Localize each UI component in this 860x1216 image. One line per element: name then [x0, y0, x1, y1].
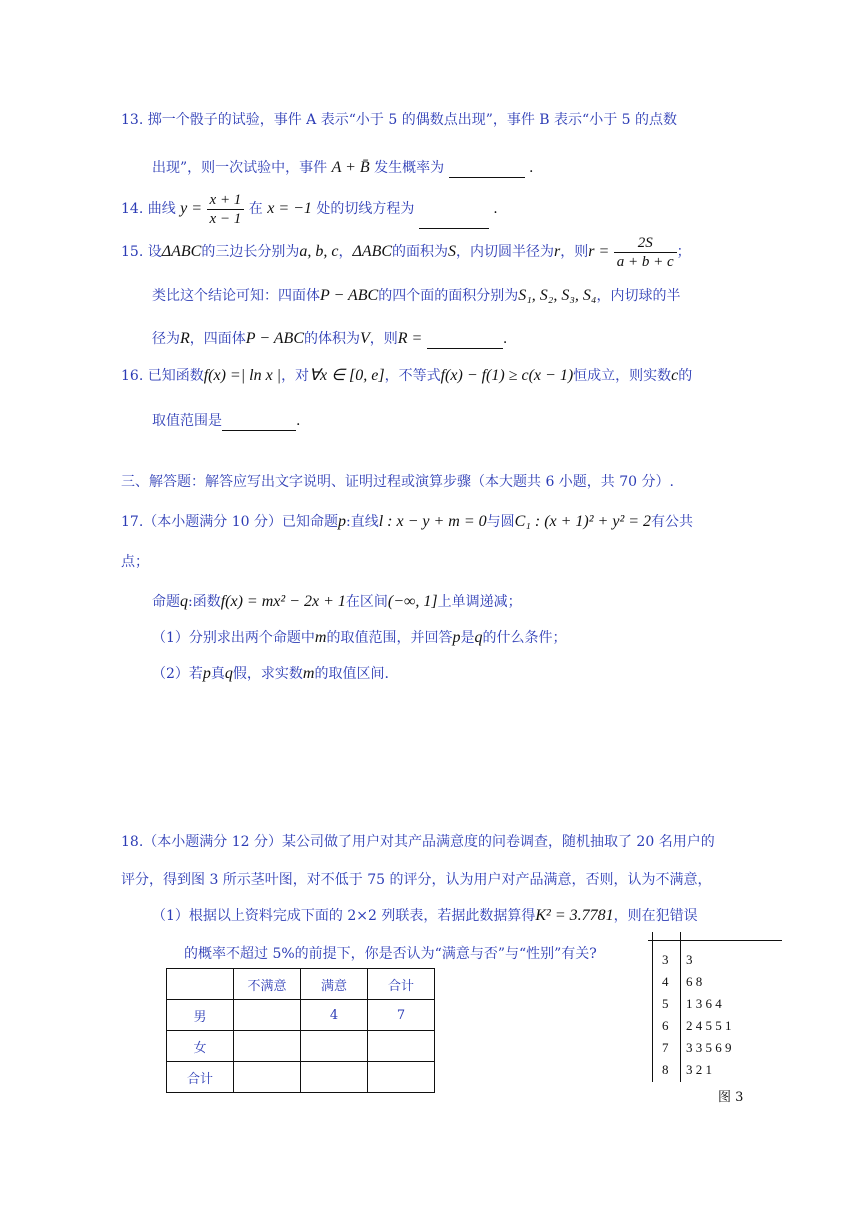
- leaf-values: 3 3 5 6 9: [686, 1040, 732, 1055]
- q15-line2: [152, 286, 680, 306]
- q17-q: q: [180, 593, 188, 610]
- table-cell: 不满意: [234, 969, 301, 1000]
- q15-answer-blank[interactable]: [427, 328, 503, 349]
- stem-value: 5: [662, 996, 669, 1011]
- q15-fraction: [614, 234, 677, 271]
- q14-mid: 在: [248, 201, 263, 217]
- q16-f: f(x) =| ln x |: [203, 367, 282, 384]
- q15-abc: a, b, c: [299, 243, 339, 260]
- q17-a: 17.（本小题满分 10 分）已知命题: [121, 514, 338, 530]
- q15-l2-c: ，内切球的半: [596, 288, 681, 304]
- q14-fraction: [207, 191, 245, 228]
- q16-line2: [152, 410, 300, 431]
- table-cell[interactable]: [368, 1031, 435, 1062]
- q15-p5: ，内切圆半径为: [456, 244, 555, 260]
- table-cell[interactable]: [368, 1062, 435, 1093]
- q15-period: .: [502, 331, 508, 347]
- q13-period: .: [529, 160, 534, 176]
- q15-l2-a: 类比这个结论可知：四面体: [152, 288, 320, 304]
- q15-triangle: ΔABC: [161, 243, 202, 260]
- table-cell[interactable]: [301, 1031, 368, 1062]
- q17-l5-d: 的取值区间.: [314, 666, 389, 682]
- table-cell[interactable]: 7: [368, 1000, 435, 1031]
- q17-line4: [152, 628, 566, 648]
- q14-numerator: x + 1: [207, 191, 245, 210]
- leaf-values: 3: [686, 952, 693, 967]
- q17-l3-a: 命题: [152, 594, 180, 610]
- q15-R-eq: R =: [397, 330, 423, 347]
- stem-leaf-plot: [648, 940, 782, 1090]
- q17-l3-b: :函数: [188, 594, 221, 610]
- q16-d: 恒成立，则实数: [573, 368, 672, 384]
- q15-denominator: a + b + c: [616, 253, 674, 270]
- stem-value: 8: [662, 1062, 669, 1077]
- stem-value: 3: [662, 952, 669, 967]
- q16-l2: 取值范围是: [152, 413, 222, 429]
- q17-l5-b: 真: [210, 666, 225, 682]
- q14-answer-blank[interactable]: [419, 188, 489, 229]
- stem-leaf-row: [662, 996, 722, 1012]
- q15-R: R: [180, 330, 190, 347]
- q15-tetra2: P − ABC: [245, 330, 304, 347]
- stem-leaf-row: [662, 1062, 712, 1078]
- q16-c-var: c: [671, 367, 679, 384]
- q18-k2: K² = 3.7781: [535, 907, 614, 924]
- table-cell: [167, 969, 234, 1000]
- q15-V: V: [360, 330, 370, 347]
- contingency-table: [166, 968, 435, 1093]
- q18-line2: 评分，得到图 3 所示茎叶图，对不低于 75 的评分，认为用户对产品满意，否则，认为不满意，: [121, 872, 712, 888]
- q18-line1: 18.（本小题满分 12 分）某公司做了用户对其产品满意度的问卷调查，随机抽取了 20 名用户的: [121, 834, 715, 850]
- stem-leaf-left-rule: [652, 932, 653, 1082]
- q18-l3-b: ，则在犯错误: [613, 908, 698, 924]
- q14-period: .: [493, 201, 498, 217]
- q13-text-a: 出现”，则一次试验中，事件: [152, 160, 328, 176]
- q15-p6: ，则: [560, 244, 589, 260]
- q18-l3-a: （1）根据以上资料完成下面的 2×2 列联表，若据此数据算得: [152, 908, 536, 924]
- q14-line: [121, 188, 498, 229]
- q17-l5-a: （2）若: [152, 666, 203, 682]
- q15-r-eq: r =: [588, 243, 610, 260]
- q17-interval: (−∞, 1]: [387, 593, 438, 610]
- q15-l2-b: 的四个面的面积分别为: [378, 288, 519, 304]
- q14-x-value: x = −1: [267, 200, 312, 217]
- table-row: [167, 1062, 435, 1093]
- q15-line1: [121, 232, 691, 272]
- q15-areas: S₁, S₂, S₃, S₄: [518, 287, 597, 304]
- q17-line5: [152, 664, 389, 684]
- q15-p2: 的三边长分别为: [201, 244, 300, 260]
- q17-line-eq: l : x − y + m = 0: [378, 513, 487, 530]
- stem-leaf-row: [662, 952, 693, 968]
- q13-line1: 13. 掷一个骰子的试验，事件 A 表示“小于 5 的偶数点出现”，事件 B 表示“小于 5 的点数: [121, 112, 677, 128]
- section3-heading: 三、解答题：解答应写出文字说明、证明过程或演算步骤（本大题共 6 小题，共 70 分）.: [121, 474, 674, 490]
- q15-p3: ，: [338, 244, 353, 260]
- table-cell: 男: [167, 1000, 234, 1031]
- q15-l3-c: 的体积为: [304, 331, 360, 347]
- q15-line3: [152, 328, 507, 349]
- table-cell[interactable]: [234, 1062, 301, 1093]
- q16-answer-blank[interactable]: [222, 410, 296, 431]
- q16-b: ，对: [281, 368, 310, 384]
- q17-p2: p: [452, 629, 461, 646]
- q14-suffix: 处的切线方程为: [316, 201, 415, 217]
- table-cell[interactable]: [234, 1031, 301, 1062]
- q15-l3-d: ，则: [369, 331, 398, 347]
- q17-func: f(x) = mx² − 2x + 1: [220, 593, 346, 610]
- q16-ineq: f(x) − f(1) ≥ c(x − 1): [440, 367, 574, 384]
- q13-text-b: 发生概率为: [374, 160, 445, 176]
- q13-answer-blank[interactable]: [449, 157, 525, 178]
- q17-l4-a: （1）分别求出两个命题中: [152, 630, 315, 646]
- q15-numerator: 2S: [614, 234, 677, 253]
- q17-q2: q: [474, 629, 483, 646]
- q17-l4-d: 的什么条件；: [482, 630, 567, 646]
- q17-l4-c: 是: [460, 630, 475, 646]
- table-cell: 合计: [368, 969, 435, 1000]
- q17-d: 有公共: [651, 514, 694, 530]
- table-cell[interactable]: [301, 1062, 368, 1093]
- q13-event-expr: A + B̄: [331, 159, 370, 176]
- q16-e: 的: [678, 368, 693, 384]
- q16-period: .: [296, 413, 301, 429]
- q17-c: 与圆: [486, 514, 515, 530]
- table-cell: 合计: [167, 1062, 234, 1093]
- q15-p4: 的面积为: [392, 244, 449, 260]
- q17-l3-d: 上单调递减；: [437, 594, 522, 610]
- q14-prefix: 14. 曲线: [121, 201, 176, 217]
- q17-p3: p: [202, 665, 211, 682]
- q14-y: y =: [180, 200, 203, 217]
- figure-caption: 图 3: [718, 1090, 744, 1105]
- q17-l3-c: 在区间: [345, 594, 388, 610]
- q17-b: :直线: [345, 514, 379, 530]
- stem-value: 6: [662, 1018, 669, 1033]
- table-cell[interactable]: 4: [301, 1000, 368, 1031]
- q16-line1: [121, 366, 692, 386]
- table-cell[interactable]: [234, 1000, 301, 1031]
- q15-l3-a: 径为: [152, 331, 180, 347]
- q15-l3-b: ，四面体: [189, 331, 246, 347]
- table-cell: 满意: [301, 969, 368, 1000]
- q17-circle-eq: C₁ : (x + 1)² + y² = 2: [514, 513, 652, 530]
- stem-leaf-divider: [680, 932, 681, 1082]
- leaf-values: 1 3 6 4: [686, 996, 722, 1011]
- leaf-values: 3 2 1: [686, 1062, 712, 1077]
- table-row: [167, 1031, 435, 1062]
- q15-triangle2: ΔABC: [352, 243, 393, 260]
- q13-line2: [152, 157, 534, 178]
- q18-line4: 的概率不超过 5%的前提下，你是否认为“满意与否”与“性别”有关?: [184, 946, 597, 962]
- q17-l5-c: 假，求实数: [232, 666, 303, 682]
- q14-denominator: x − 1: [209, 210, 242, 227]
- q17-q3: q: [224, 665, 233, 682]
- q16-forall: ∀x ∈ [0, e]: [309, 367, 385, 384]
- stem-leaf-row: [662, 1040, 732, 1056]
- table-cell: 女: [167, 1031, 234, 1062]
- q18-line3: [152, 906, 698, 926]
- leaf-values: 6 8: [686, 974, 703, 989]
- table-row: [167, 1000, 435, 1031]
- q15-p1: 15. 设: [121, 244, 162, 260]
- q15-S: S: [448, 243, 457, 260]
- stem-leaf-top-rule: [648, 940, 782, 941]
- q15-r: r: [554, 243, 561, 260]
- stem-leaf-row: [662, 974, 703, 990]
- q17-line2: 点；: [121, 554, 149, 570]
- q17-line1: [121, 512, 693, 532]
- q17-l4-b: 的取值范围，并回答: [326, 630, 453, 646]
- q15-tetra: P − ABC: [320, 287, 379, 304]
- stem-leaf-row: [662, 1018, 732, 1034]
- q16-c: ，不等式: [384, 368, 441, 384]
- q17-p: p: [337, 513, 346, 530]
- stem-value: 4: [662, 974, 669, 989]
- q17-m2: m: [302, 665, 315, 682]
- leaf-values: 2 4 5 5 1: [686, 1018, 732, 1033]
- q16-a: 16. 已知函数: [121, 368, 204, 384]
- q17-line3: [152, 592, 522, 612]
- q15-p7: ；: [676, 244, 691, 260]
- stem-value: 7: [662, 1040, 669, 1055]
- table-header-row: [167, 969, 435, 1000]
- q17-m: m: [314, 629, 327, 646]
